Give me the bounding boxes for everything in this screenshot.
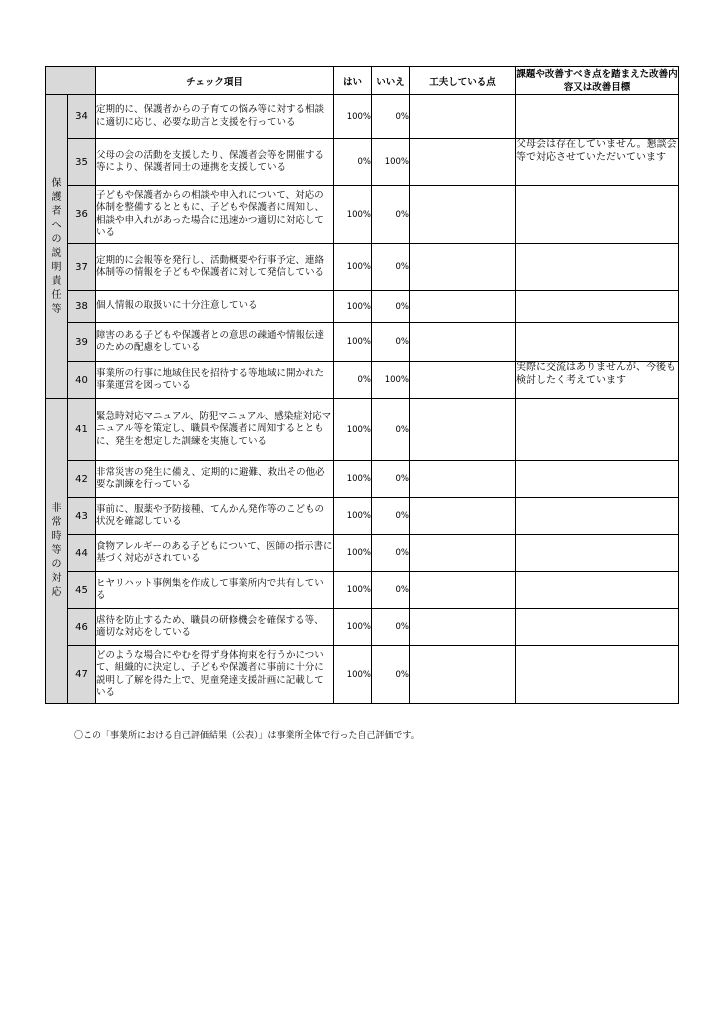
kadai-cell: 父母会は存在していません。懇談会等で対応させていただいています xyxy=(516,139,679,186)
yes-percent: 0% xyxy=(334,362,372,399)
yes-percent: 100% xyxy=(334,535,372,572)
kadai-cell xyxy=(516,609,679,646)
kufu-cell xyxy=(410,291,516,323)
header-kufu: 工夫している点 xyxy=(410,67,516,95)
row-number: 42 xyxy=(68,461,96,498)
row-number: 47 xyxy=(68,646,96,704)
row-number: 40 xyxy=(68,362,96,399)
no-percent: 0% xyxy=(372,95,410,139)
kadai-cell xyxy=(516,461,679,498)
yes-percent: 100% xyxy=(334,186,372,244)
check-item-text: 食物アレルギーのある子どもについて、医師の指示書に基づく対応がされている xyxy=(96,535,334,572)
table-row xyxy=(46,461,679,498)
kufu-cell xyxy=(410,95,516,139)
no-percent: 100% xyxy=(372,362,410,399)
yes-percent: 100% xyxy=(334,323,372,362)
kufu-cell xyxy=(410,244,516,291)
table-row xyxy=(46,139,679,186)
table-row xyxy=(46,186,679,244)
table-row xyxy=(46,95,679,139)
table-row xyxy=(46,323,679,362)
check-item-text: 事業所の行事に地域住民を招待する等地域に開かれた事業運営を図っている xyxy=(96,362,334,399)
kufu-cell xyxy=(410,535,516,572)
yes-percent: 100% xyxy=(334,646,372,704)
row-number: 43 xyxy=(68,498,96,535)
no-percent: 0% xyxy=(372,646,410,704)
row-number: 34 xyxy=(68,95,96,139)
check-item-text: 非常災害の発生に備え、定期的に避難、救出その他必要な訓練を行っている xyxy=(96,461,334,498)
kufu-cell xyxy=(410,498,516,535)
kufu-cell xyxy=(410,139,516,186)
kufu-cell xyxy=(410,362,516,399)
yes-percent: 100% xyxy=(334,399,372,461)
kufu-cell xyxy=(410,646,516,704)
check-item-text: 障害のある子どもや保護者との意思の疎通や情報伝達のための配慮をしている xyxy=(96,323,334,362)
footnote: 〇この「事業所における自己評価結果（公表）」は事業所全体で行った自己評価です。 xyxy=(74,731,420,741)
no-percent: 0% xyxy=(372,498,410,535)
kadai-cell xyxy=(516,535,679,572)
category-label: 非常時等の対応 xyxy=(51,503,62,598)
check-item-text: 虐待を防止するため、職員の研修機会を確保する等、適切な対応をしている xyxy=(96,609,334,646)
table-row xyxy=(46,609,679,646)
row-number: 45 xyxy=(68,572,96,609)
row-number: 37 xyxy=(68,244,96,291)
row-number: 41 xyxy=(68,399,96,461)
yes-percent: 100% xyxy=(334,572,372,609)
kadai-cell xyxy=(516,244,679,291)
header-no: いいえ xyxy=(372,67,410,95)
kadai-cell xyxy=(516,291,679,323)
self-evaluation-table xyxy=(45,66,679,704)
category-cell-explanation xyxy=(46,95,68,399)
table-row xyxy=(46,399,679,461)
kadai-cell xyxy=(516,323,679,362)
yes-percent: 100% xyxy=(334,95,372,139)
kufu-cell xyxy=(410,399,516,461)
table-row xyxy=(46,362,679,399)
row-number: 46 xyxy=(68,609,96,646)
check-item-text: 事前に、服薬や予防接種、てんかん発作等のこどもの状況を確認している xyxy=(96,498,334,535)
table-row xyxy=(46,646,679,704)
no-percent: 0% xyxy=(372,323,410,362)
table-row xyxy=(46,291,679,323)
yes-percent: 100% xyxy=(334,244,372,291)
row-number: 39 xyxy=(68,323,96,362)
kadai-cell xyxy=(516,498,679,535)
no-percent: 0% xyxy=(372,399,410,461)
category-label: 保護者への説明責任等 xyxy=(51,177,62,315)
row-number: 38 xyxy=(68,291,96,323)
check-item-text: 子どもや保護者からの相談や申入れについて、対応の体制を整備するとともに、子どもや保護者に周知し、相談や申入れがあった場合に迅速かつ適切に対応している xyxy=(96,186,334,244)
yes-percent: 0% xyxy=(334,139,372,186)
table-row xyxy=(46,572,679,609)
check-item-text: 緊急時対応マニュアル、防犯マニュアル、感染症対応マニュアル等を策定し、職員や保護者に周知するとともに、発生を想定した訓練を実施している xyxy=(96,399,334,461)
category-cell-emergency xyxy=(46,399,68,704)
no-percent: 0% xyxy=(372,461,410,498)
no-percent: 0% xyxy=(372,572,410,609)
kadai-cell xyxy=(516,646,679,704)
no-percent: 0% xyxy=(372,244,410,291)
header-check-item: チェック項目 xyxy=(96,67,334,95)
kufu-cell xyxy=(410,186,516,244)
yes-percent: 100% xyxy=(334,291,372,323)
kufu-cell xyxy=(410,609,516,646)
kadai-cell xyxy=(516,572,679,609)
kufu-cell xyxy=(410,323,516,362)
header-yes: はい xyxy=(334,67,372,95)
no-percent: 0% xyxy=(372,535,410,572)
table-header-row xyxy=(46,67,679,95)
kadai-cell: 実際に交流はありませんが、今後も検討したく考えています xyxy=(516,362,679,399)
table-row xyxy=(46,535,679,572)
table-row xyxy=(46,244,679,291)
check-item-text: 定期的に、保護者からの子育ての悩み等に対する相談に適切に応じ、必要な助言と支援を行っている xyxy=(96,95,334,139)
check-item-text: どのような場合にやむを得ず身体拘束を行うかについて、組織的に決定し、子どもや保護者に事前に十分に説明し了解を得た上で、児童発達支援計画に記載している xyxy=(96,646,334,704)
kadai-cell xyxy=(516,399,679,461)
no-percent: 100% xyxy=(372,139,410,186)
yes-percent: 100% xyxy=(334,498,372,535)
check-item-text: 定期的に会報等を発行し、活動概要や行事予定、連絡体制等の情報を子どもや保護者に対して発信している xyxy=(96,244,334,291)
header-blank-cell xyxy=(46,67,96,95)
check-item-text: ヒヤリハット事例集を作成して事業所内で共有している xyxy=(96,572,334,609)
yes-percent: 100% xyxy=(334,609,372,646)
row-number: 36 xyxy=(68,186,96,244)
no-percent: 0% xyxy=(372,609,410,646)
check-item-text: 個人情報の取扱いに十分注意している xyxy=(96,291,334,323)
row-number: 44 xyxy=(68,535,96,572)
header-kadai: 課題や改善すべき点を踏まえた改善内容又は改善目標 xyxy=(516,68,678,93)
no-percent: 0% xyxy=(372,291,410,323)
kadai-cell xyxy=(516,95,679,139)
table-row xyxy=(46,498,679,535)
row-number: 35 xyxy=(68,139,96,186)
yes-percent: 100% xyxy=(334,461,372,498)
kadai-cell xyxy=(516,186,679,244)
kufu-cell xyxy=(410,572,516,609)
check-item-text: 父母の会の活動を支援したり、保護者会等を開催する等により、保護者同士の連携を支援している xyxy=(96,139,334,186)
no-percent: 0% xyxy=(372,186,410,244)
kufu-cell xyxy=(410,461,516,498)
